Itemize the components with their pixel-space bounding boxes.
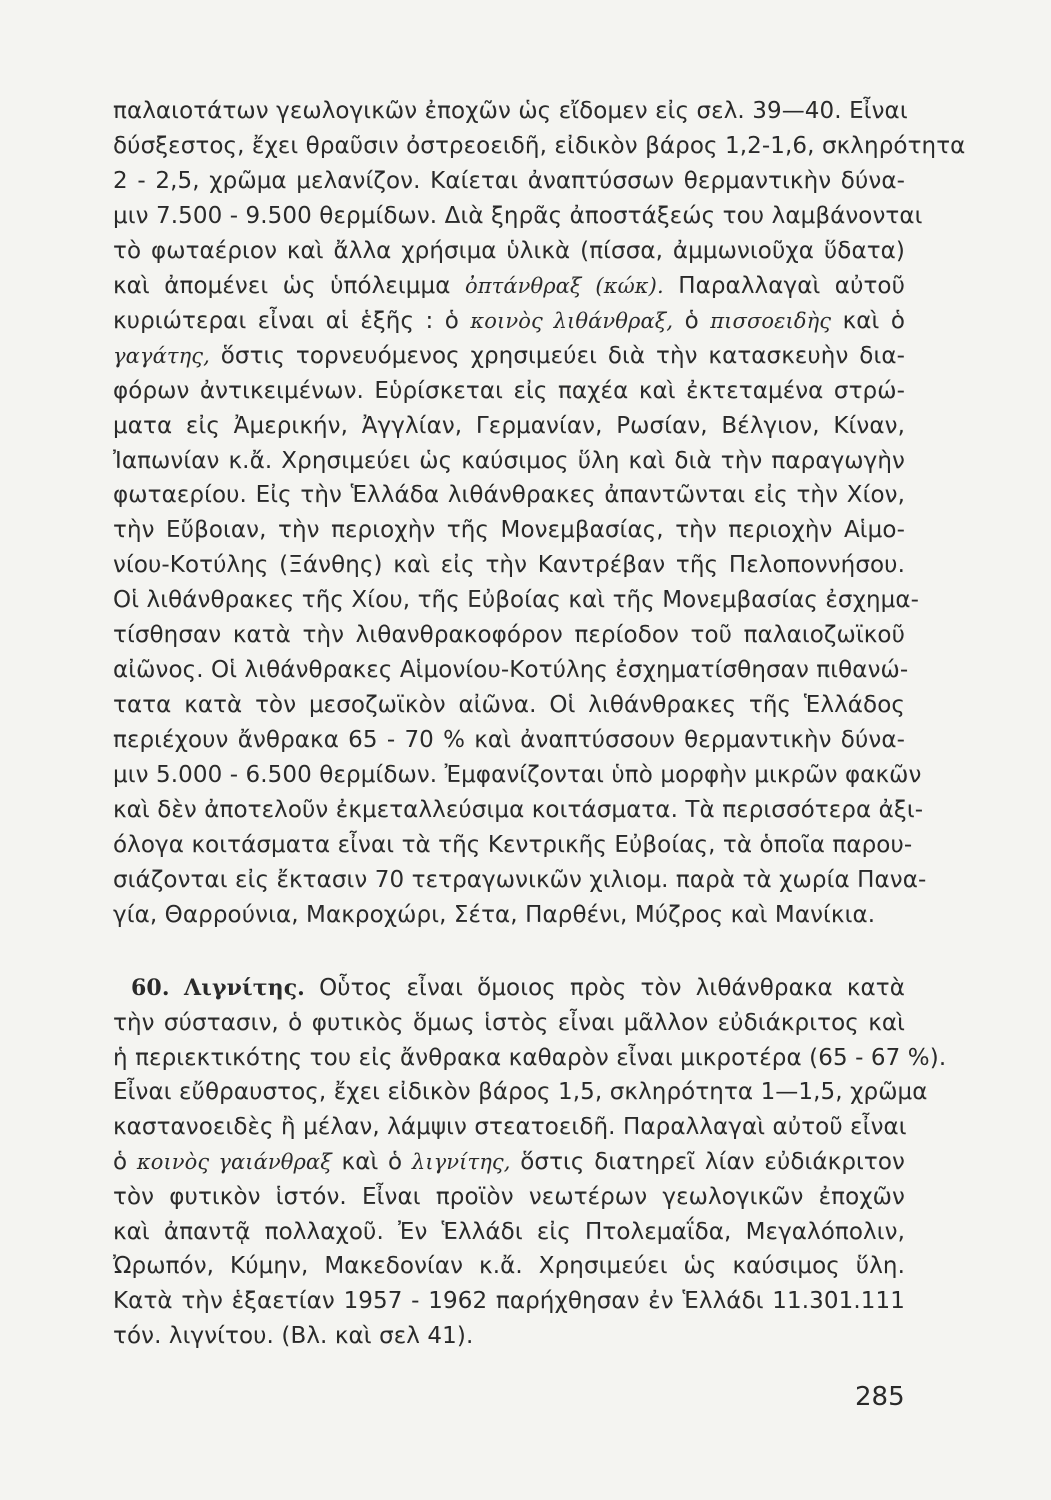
text-run: τατα κατὰ τὸν μεσοζωϊκὸν αἰῶνα. Οἱ λιθάνθρακες τῆς Ἑλλάδος — [113, 692, 905, 719]
text-line — [113, 93, 908, 129]
text-run: ματα εἰς Ἀμερικήν, Ἀγγλίαν, Γερμανίαν, Ρωσίαν, Βέλγιον, Κίναν, — [113, 412, 905, 439]
text-run: ὁ — [113, 1149, 137, 1175]
text-run: μιν 5.000 - 6.500 θερμίδων. Ἐμφανίζονται ὑπὸ μορφὴν μικρῶν φακῶν — [113, 762, 922, 789]
italic-term: κοινὸς λιθάνθραξ, — [470, 308, 674, 333]
text-line — [113, 373, 905, 409]
text-run: νίου-Κοτύλης (Ξάνθης) καὶ εἰς τὴν Καντρέβαν τῆς Πελοποννήσου. — [113, 552, 905, 579]
text-run: τόν. λιγνίτου. (Βλ. καὶ σελ 41). — [113, 1323, 474, 1349]
text-line — [113, 1040, 947, 1076]
text-line — [113, 303, 905, 339]
text-run: ὅστις τορνευόμενος χρησιμεύει διὰ τὴν κατασκευὴν δια- — [209, 342, 905, 369]
text-line — [113, 1109, 905, 1145]
italic-term: ὀπτάνθραξ (κώκ). — [464, 273, 664, 298]
text-run: ὅστις διατηρεῖ λίαν εὐδιάκριτον — [510, 1149, 905, 1175]
text-line — [113, 1248, 905, 1284]
text-run: τὴν σύστασιν, ὁ φυτικὸς ὅμως ἱστὸς εἶναι μᾶλλον εὐδιάκριτος καὶ — [113, 1009, 905, 1036]
text-run: καὶ ὁ — [331, 1149, 412, 1175]
text-run: παλαιοτάτων γεωλογικῶν ἐποχῶν ὡς εἴδομεν εἰς σελ. 39—40. Εἶναι — [113, 98, 908, 124]
section-heading: 60. Λιγνίτης. — [131, 975, 305, 1001]
text-run: Ὠρωπόν, Κύμην, Μακεδονίαν κ.ἄ. Χρησιμεύει ὡς καύσιμος ὕλη. — [113, 1253, 905, 1280]
italic-term: λιγνίτης, — [411, 1150, 511, 1174]
text-run: Κατὰ τὴν ἑξαετίαν 1957 - 1962 παρήχθησαν ἐν Ἑλλάδι 11.301.111 — [113, 1288, 905, 1315]
text-line — [113, 443, 905, 479]
text-run: ὁ — [673, 307, 711, 334]
text-run: Εἶναι εὔθραυστος, ἔχει εἰδικὸν βάρος 1,5, σκληρότητα 1—1,5, χρῶμα — [113, 1079, 928, 1106]
italic-term: κοινὸς γαιάνθραξ — [136, 1150, 332, 1174]
text-run: καὶ ἀπομένει ὡς ὑπόλειμμα — [113, 272, 465, 299]
text-line — [113, 128, 966, 164]
text-line — [113, 897, 905, 933]
text-line — [113, 722, 905, 758]
text-run: τὸν φυτικὸν ἱστόν. Εἶναι προϊὸν νεωτέρων γεωλογικῶν ἐποχῶν — [113, 1183, 905, 1210]
text-run: καστανοειδὲς ἢ μέλαν, λάμψιν στεατοειδῆ. Παραλλαγαὶ αὐτοῦ εἶναι — [113, 1114, 907, 1141]
text-run: δύσξεστος, ἔχει θραῦσιν ὀστρεοειδῆ, εἰδικὸν βάρος 1,2-1,6, σκληρότητα — [113, 132, 966, 159]
text-run: ἡ περιεκτικότης του εἰς ἄνθρακα καθαρὸν εἶναι μικροτέρα (65 - 67 %). — [113, 1044, 947, 1071]
text-line — [113, 1005, 905, 1041]
text-line — [113, 827, 913, 863]
italic-term: γαγάτης, — [113, 343, 210, 368]
text-run: σιάζονται εἰς ἔκτασιν 70 τετραγωνικῶν χιλιομ. παρὰ τὰ χωρία Πανα- — [113, 866, 927, 893]
text-run: καὶ δὲν ἀποτελοῦν ἐκμεταλλεύσιμα κοιτάσματα. Τὰ περισσότερα ἀξι- — [113, 797, 924, 823]
text-run: μιν 7.500 - 9.500 θερμίδων. Διὰ ξηρᾶς ἀποστάξεώς του λαμβάνονται — [113, 202, 923, 229]
text-line — [113, 198, 923, 234]
text-line — [113, 163, 905, 199]
text-line — [113, 338, 905, 374]
text-run: φωταερίου. Εἰς τὴν Ἑλλάδα λιθάνθρακες ἀπαντῶνται εἰς τὴν Χίον, — [113, 482, 905, 509]
text-line — [113, 757, 922, 793]
page-number: 285 — [855, 1382, 905, 1412]
text-run: καὶ ἀπαντᾷ πολλαχοῦ. Ἐν Ἑλλάδι εἰς Πτολεμαΐδα, Μεγαλόπολιν, — [113, 1218, 905, 1245]
text-line — [113, 268, 905, 304]
italic-term: πισσοειδὴς — [710, 308, 832, 333]
text-run: αἰῶνος. Οἱ λιθάνθρακες Αἱμονίου-Κοτύλης ἐσχηματίσθησαν πιθανώ- — [113, 657, 909, 684]
text-run: Οὗτος εἶναι ὅμοιος πρὸς τὸν λιθάνθρακα κατὰ — [304, 975, 905, 1001]
text-run: Παραλλαγαὶ αὐτοῦ — [663, 272, 905, 299]
text-line — [113, 408, 905, 444]
text-run: γία, Θαρρούνια, Μακροχώρι, Σέτα, Παρθένι, Μύζρος καὶ Μανίκια. — [113, 901, 876, 928]
text-line — [113, 862, 927, 898]
text-line — [113, 1144, 905, 1180]
text-line — [113, 1318, 905, 1354]
text-run: όλογα κοιτάσματα εἶναι τὰ τῆς Κεντρικῆς Εὐβοίας, τὰ ὁποῖα παρου- — [113, 831, 913, 858]
text-line — [113, 233, 905, 269]
text-run: 2 - 2,5, χρῶμα μελανίζον. Καίεται ἀναπτύσσων θερμαντικὴν δύνα- — [113, 167, 905, 194]
text-line — [113, 1074, 928, 1110]
text-run: φόρων ἀντικειμένων. Εὑρίσκεται εἰς παχέα καὶ ἐκτεταμένα στρώ- — [113, 377, 905, 404]
text-line — [113, 652, 909, 688]
text-line — [113, 547, 905, 583]
text-line — [131, 970, 905, 1006]
text-run: τὸ φωταέριον καὶ ἄλλα χρήσιμα ὑλικὰ (πίσσα, ἀμμωνιοῦχα ὕδατα) — [113, 237, 905, 264]
text-run: καὶ ὁ — [831, 307, 905, 334]
text-line — [113, 792, 924, 828]
text-line — [113, 582, 920, 618]
text-line — [113, 1283, 905, 1319]
text-line — [113, 617, 905, 653]
text-run: τίσθησαν κατὰ τὴν λιθανθρακοφόρον περίοδον τοῦ παλαιοζωϊκοῦ — [113, 622, 905, 649]
text-run: Οἱ λιθάνθρακες τῆς Χίου, τῆς Εὐβοίας καὶ τῆς Μονεμβασίας ἐσχημα- — [113, 587, 920, 614]
text-line — [113, 1214, 905, 1250]
text-run: περιέχουν ἄνθρακα 65 - 70 % καὶ ἀναπτύσσουν θερμαντικὴν δύνα- — [113, 727, 905, 754]
text-run: κυριώτεραι εἶναι αἱ ἑξῆς : ὁ — [113, 307, 471, 334]
text-line — [113, 477, 905, 513]
text-line — [113, 1179, 905, 1215]
text-run: Ἰαπωνίαν κ.ἄ. Χρησιμεύει ὡς καύσιμος ὕλη καὶ διὰ τὴν παραγωγὴν — [113, 447, 905, 474]
text-line — [113, 687, 905, 723]
text-line — [113, 512, 905, 548]
text-run: τὴν Εὔβοιαν, τὴν περιοχὴν τῆς Μονεμβασίας, τὴν περιοχὴν Αἱμο- — [113, 517, 905, 544]
